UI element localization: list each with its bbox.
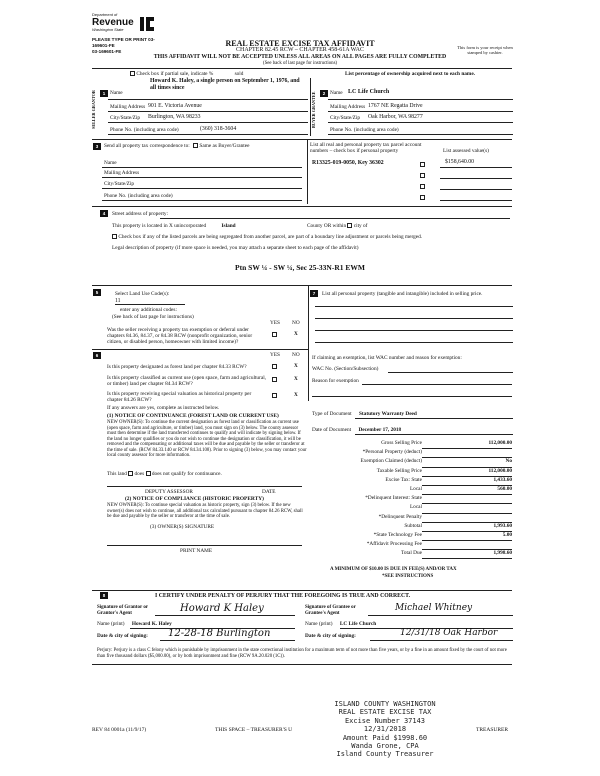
tax-row: Local 560.00 (312, 486, 512, 495)
rule (155, 615, 295, 616)
form-notice: THIS AFFIDAVIT WILL NOT BE ACCEPTED UNLESS ALL AREAS ON ALL PAGES ARE FULLY COMPLETED (153, 54, 447, 60)
tax-row: *Affidavit Processing Fee (312, 541, 512, 550)
grantor-sig-label: Signature of Grantor or Grantor's Agent (97, 605, 148, 616)
exempt-no-answer: X (294, 331, 298, 337)
land-use-see-back: (See back of last page for instructions) (112, 314, 194, 320)
tax-row: Taxable Selling Price 112,000.00 (312, 468, 512, 477)
rule (102, 167, 302, 168)
personal-property-checkbox[interactable] (420, 162, 425, 167)
tax-corr-label: Send all property tax correspondence to: Same as Buyer/Grantee (104, 143, 250, 149)
personal-property-label: List all personal property (tangible and intangible) included in selling price. (322, 291, 483, 297)
rev-number: REV 84 0001a (11/9/17) (92, 727, 147, 733)
rule (102, 177, 302, 178)
rule (107, 486, 302, 487)
exempt-yes-box (272, 332, 277, 338)
rule (355, 434, 513, 435)
wac-label: WAC No. (Section/Subsection) (312, 366, 379, 372)
minimum-fee: A MINIMUM OF $10.00 IS DUE IN FEE(S) AND/OR TAX (330, 567, 457, 572)
buyer-side-label: BUYER GRANTEE (311, 91, 316, 129)
rule (160, 640, 295, 641)
logo-state: Washington State (92, 26, 124, 32)
partial-sale-checkbox[interactable] (130, 71, 135, 76)
no-header: NO (292, 352, 300, 358)
tax-row: Subtotal 1,993.60 (312, 523, 512, 532)
same-as-buyer-checkbox[interactable] (193, 143, 198, 148)
receipt-note: This form is your receipt when stamped by cashier. (457, 45, 513, 56)
partial-sale-row: Check box if partial sale, indicate % sold (130, 71, 243, 77)
does-checkbox[interactable] (128, 471, 133, 476)
seller-mailing-value: 901 E. Victoria Avenue (148, 103, 202, 109)
parcel-value: R13325-019-0050, Key 36302 (312, 160, 384, 166)
grantor-name-row: Name (print) Howard K. Haley (97, 621, 172, 627)
see-instructions: *SEE INSTRUCTIONS (382, 574, 434, 579)
form-title: REAL ESTATE EXCISE TAX AFFIDAVIT (225, 39, 375, 48)
owner-sig-label: (3) OWNER(S) SIGNATURE (150, 524, 215, 530)
rule (315, 330, 513, 331)
divider (92, 590, 512, 591)
buyer-mailing-value: 1767 NE Regatta Drive (368, 103, 423, 109)
col-divider (308, 286, 309, 401)
personal-property-checkbox[interactable] (420, 184, 425, 189)
yes-header: YES (270, 320, 281, 326)
buyer-phone-label: Phone No. (including area code) (330, 127, 399, 133)
notice2-title: (2) NOTICE OF COMPLIANCE (HISTORIC PROPERTY) (125, 496, 264, 502)
segregated-checkbox[interactable] (112, 234, 117, 239)
historic-yes-box (272, 393, 277, 399)
divider (92, 285, 512, 286)
section-6-badge: 6 (93, 352, 101, 359)
seller-name-label: Name (110, 90, 123, 96)
reason-label: Reason for exemption (312, 378, 359, 384)
parcel-list-label: List all real and personal property tax parcel account numbers – check box if personal property (310, 142, 422, 155)
treasurer-stamp: ISLAND COUNTY WASHINGTON REAL ESTATE EXCISE TAX Excise Number 37143 12/31/2018 Amount Paid $1998.60 Wanda Grone, CPA Island County Treasurer (334, 700, 436, 759)
rule (108, 122, 308, 123)
current-yes-checkbox[interactable] (272, 377, 277, 382)
rule (315, 318, 513, 319)
rule (328, 111, 513, 112)
rule (102, 188, 302, 189)
exempt-question: Was the seller receiving a property tax exemption or deferral under chapters 84.36, 84.37, or 84.38 RCW (nonprofit organization, senior citizen, or disabled person, homeowner with limited income)? (107, 327, 253, 346)
grantee-signature: Michael Whitney (395, 603, 473, 613)
s3-city-label: City/State/Zip (104, 181, 135, 187)
form-code-1: 169601-FE (92, 43, 115, 48)
logo-brand: Revenue (92, 16, 134, 28)
doc-date-row: Date of Document December 17, 2018 (312, 427, 402, 433)
grantee-date-label: Date & city of signing: (305, 633, 356, 639)
divider (92, 68, 512, 69)
additional-codes: enter any additional codes: (120, 307, 177, 313)
section-3-badge: 3 (93, 143, 101, 150)
rule (108, 111, 308, 112)
current-use-question: Is this property classified as current use (open space, farm and agricultural, or timber) land per chapter 84.34 RCW? (107, 375, 266, 388)
seller-city-label: City/State/Zip (110, 115, 141, 121)
current-no-answer: X (294, 376, 298, 382)
section-5-badge: 5 (93, 289, 101, 296)
rule (328, 122, 513, 123)
col-divider (307, 140, 308, 204)
yes-header: YES (270, 352, 281, 358)
rule (368, 615, 513, 616)
doc-type-row: Type of Document Statutory Warranty Deed (312, 411, 417, 417)
forest-no-answer: X (294, 363, 298, 369)
buyer-city-label: City/State/Zip (330, 115, 361, 121)
if-yes-note: If any answers are yes, complete as instructed below. (107, 405, 220, 411)
does-not-checkbox[interactable] (146, 471, 151, 476)
rule (440, 178, 512, 179)
divider (92, 349, 308, 350)
rule (315, 342, 513, 343)
seller-mailing-label: Mailing Address (110, 104, 146, 110)
tax-row: *Personal Property (deduct) (312, 449, 512, 458)
section-7-badge: 7 (310, 290, 318, 297)
please-type: PLEASE TYPE OR PRINT 03- (92, 37, 155, 42)
treasurer-space: THIS SPACE – TREASURER'S U (215, 727, 293, 733)
section-4-badge: 4 (100, 210, 108, 217)
current-yes-box (272, 377, 277, 383)
grantee-sig-label: Signature of Grantee or Grantee's Agent (305, 605, 356, 616)
rule (362, 384, 512, 385)
form-code-2: 03-169601-FE (92, 49, 122, 54)
tax-table (312, 440, 512, 559)
tax-row: Excise Tax: State 1,433.60 (312, 477, 512, 486)
divider (92, 206, 512, 207)
divider (92, 139, 512, 140)
forest-question: Is this property designated as forest land per chapter 84.33 RCW? (107, 364, 247, 370)
grantor-date: 12-28-18 Burlington (168, 628, 271, 639)
section-8-badge: 8 (100, 592, 108, 599)
land-use-value: 11 (115, 298, 121, 304)
certify: I CERTIFY UNDER PENALTY OF PERJURY THAT THE FOREGOING IS TRUE AND CORRECT. (155, 593, 411, 599)
print-name-label: PRINT NAME (180, 548, 213, 554)
land-use-label: Select Land Use Code(s): (115, 291, 170, 297)
rule (108, 134, 308, 135)
forest-yes-checkbox[interactable] (272, 364, 277, 369)
continuance-row: This land does does not qualify for continuance. (107, 471, 222, 477)
tax-row: *Delinquent Interest: State (312, 495, 512, 504)
see-back-header: (See back of last page for instructions) (262, 61, 338, 66)
rule (328, 99, 513, 100)
s3-phone-label: Phone No. (including area code) (104, 193, 173, 199)
rule (102, 200, 302, 201)
tax-row: Gross Selling Price 112,000.00 (312, 440, 512, 449)
no-header: NO (292, 320, 300, 326)
exemption-claim-label: If claiming an exemption, list WAC number and reason for exemption: (312, 355, 462, 361)
tax-row: Total Due 1,998.60 (312, 550, 512, 559)
logo-mark-icon (140, 17, 154, 31)
logo-dept: Department of (92, 12, 118, 17)
located-row: This property is located in X unincorporated Island County OR within city of (112, 223, 368, 229)
seller-phone-label: Phone No. (including area code) (110, 127, 179, 133)
personal-property-checkbox[interactable] (420, 195, 425, 200)
personal-property-checkbox[interactable] (420, 173, 425, 178)
divider (92, 664, 512, 665)
buyer-name-label: Name (330, 90, 343, 96)
s3-mailing-label: Mailing Address (104, 170, 140, 176)
buyer-mailing-label: Mailing Address (330, 104, 366, 110)
rule (355, 418, 513, 419)
dor-logo (92, 13, 162, 39)
rule (328, 134, 513, 135)
segregated-row: Check box if any of the listed parcels are being segregated from another parcel, are part of a boundary line adjustment or parcels being merged. (112, 234, 422, 240)
rule (440, 189, 512, 190)
historic-question: Is this property receiving special valuation as historical property per chapter 84.26 RCW? (107, 391, 252, 404)
section-2-badge: 2 (320, 90, 328, 97)
legal-label: Legal description of property (if more space is needed, you may attach a separate sheet to each page of the affidavit) (112, 245, 359, 251)
rule (108, 99, 308, 100)
grantee-date: 12/31/18 Oak Harbor (400, 628, 498, 638)
treasurer-label: TREASURER (476, 727, 509, 733)
rule (312, 396, 512, 397)
seller-name-value: Howard K. Haley, a single person on September 1, 1976, and all times since (150, 78, 300, 91)
seller-phone-value: (360) 318-3604 (200, 126, 237, 132)
historic-yes-checkbox[interactable] (272, 393, 277, 398)
street-label: Street address of property: (112, 211, 169, 217)
rule (370, 640, 513, 641)
grantor-date-label: Date & city of signing: (97, 633, 148, 639)
rule (440, 167, 512, 168)
rule (107, 545, 302, 546)
rule (388, 372, 513, 373)
historic-no-answer: X (294, 392, 298, 398)
tax-row: Local (312, 504, 512, 513)
notice2-body: NEW OWNER(S): To continue special valuation as historic property, sign (3) below. If the new owner(s) does not wish to continue, all additional tax calculated pursuant to chapter 84.26 RCW, shall be due and payable by the seller or transferor at the time of sale. (107, 503, 303, 520)
grantor-signature: Howard K Haley (180, 603, 264, 614)
grantee-name-row: Name (print) LC Life Church (305, 621, 377, 627)
buyer-city-value: Oak Harbor, WA 98277 (368, 114, 423, 120)
seller-city-value: Burlington, WA 98233 (148, 114, 201, 120)
tax-row: *State Technology Fee 5.00 (312, 532, 512, 541)
deputy-date-label: DATE (262, 489, 276, 495)
rule (315, 306, 513, 307)
parcel-checkboxes (420, 160, 425, 204)
notice1-title: (1) NOTICE OF CONTINUANCE (FOREST LAND OR CURRENT USE) (107, 413, 279, 419)
s3-name-label: Name (104, 160, 117, 166)
form-subtitle: CHAPTER 82.45 RCW – CHAPTER 458-61A WAC (236, 47, 364, 53)
rule (115, 304, 185, 305)
tax-row: Exemption Claimed (deduct) No (312, 458, 512, 467)
buyer-name-value: LC Life Church (348, 89, 390, 95)
seller-side-label: SELLER GRANTOR (91, 90, 96, 130)
rule (160, 218, 510, 219)
deputy-label: DEPUTY ASSESSOR (145, 489, 193, 495)
list-percentage: List percentage of ownership acquired next to each name. (345, 71, 476, 77)
perjury-note: Perjury: Perjury is a class C felony which is punishable by imprisonment in the state correctional institution for a maximum term of not more than five years, or by a fine in an amount fixed by the court of not more than five thousand dollars ($5,000.00), or by both imprisonment and fine (RCW 9A.20.020 (1C)). (97, 648, 507, 659)
section-1-badge: 1 (100, 90, 108, 97)
legal-value: Ptn SW ¼ - SW ¼, Sec 25-33N-R1 EWM (235, 263, 365, 272)
tax-row: *Delinquent Penalty (312, 514, 512, 523)
city-checkbox[interactable] (347, 223, 352, 228)
forest-yes-box (272, 364, 277, 370)
notice1-body: NEW OWNER(S): To continue the current designation as forest land or classification as current use (open space, farm and agriculture, or timber) land, you must sign on (3) below. The county assessor must then determine if the land transferred continues to qualify and will indicate by signing below. If the land no longer qualifies or you do not wish to continue the designation or classification, it will be removed and the compensating or additional taxes will be due and payable by the seller or transferor at the time of sale. (RCW 84.33.140 or RCW 84.34.108). Prior to signing (3) below, you may contact your local county assessor for more information. (107, 420, 307, 459)
assessed-label: List assessed value(s) (443, 148, 489, 154)
rule (440, 200, 512, 201)
assessed-value: $158,640.00 (445, 159, 474, 165)
exempt-yes-checkbox[interactable] (272, 332, 277, 337)
